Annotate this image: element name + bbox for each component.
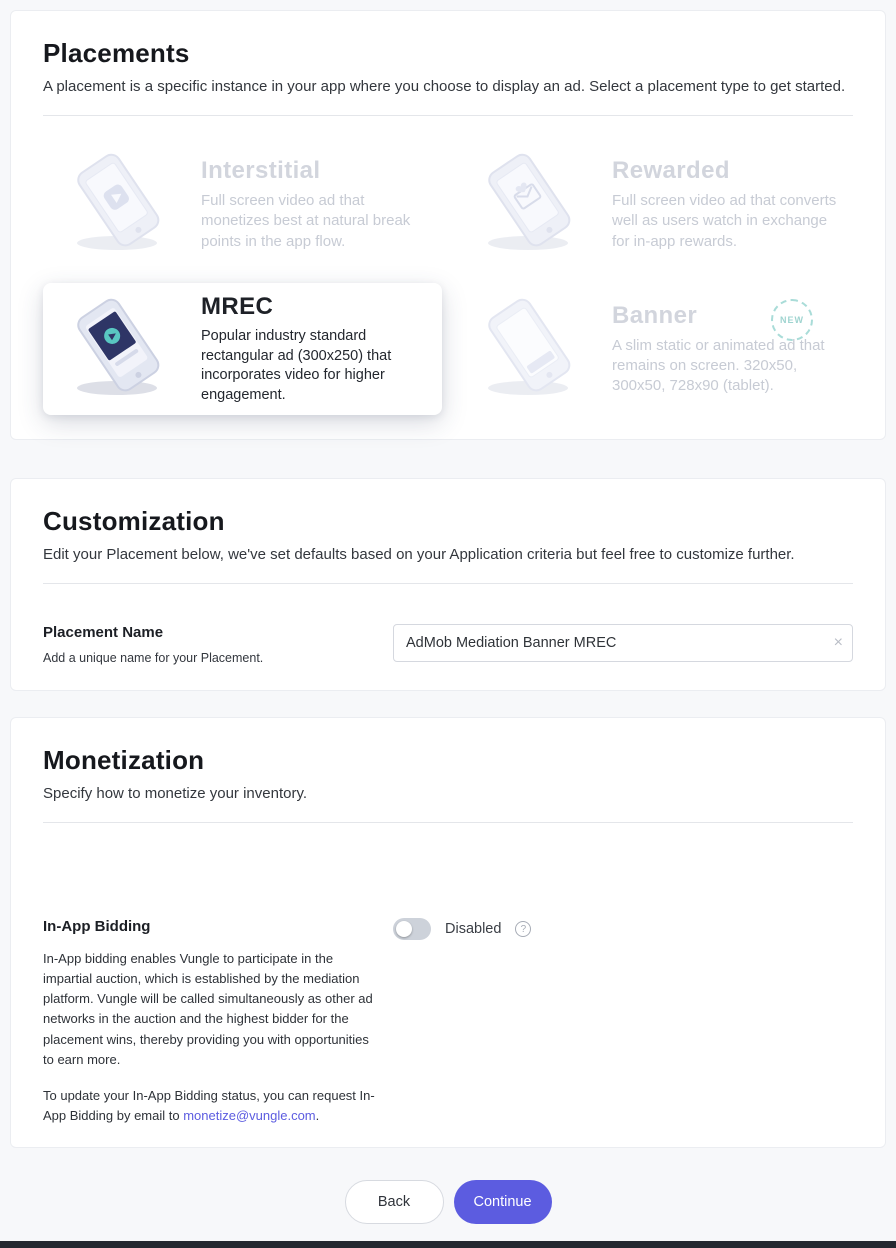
banner-description: A slim static or animated ad that remains on screen. 320x50, 300x50, 728x90 (tablet).: [612, 336, 825, 395]
divider: [43, 822, 853, 823]
in-app-bidding-note-suffix: .: [315, 1107, 320, 1123]
placement-type-interstitial[interactable]: [43, 140, 442, 269]
customization-section: [10, 478, 886, 691]
in-app-bidding-toggle-group: [393, 918, 531, 940]
customization-title: Customization: [43, 506, 225, 536]
divider: [43, 583, 853, 584]
placement-name-input-wrap: [393, 624, 853, 662]
monetization-title: Monetization: [43, 745, 205, 775]
in-app-bidding-note-text: To update your In-App Bidding status, you can request In-App Bidding by email to: [43, 1087, 375, 1123]
in-app-bidding-row: [43, 918, 853, 1126]
clear-input-icon[interactable]: ×: [833, 634, 843, 651]
back-button[interactable]: Back: [345, 1180, 444, 1224]
continue-button[interactable]: Continue: [454, 1180, 552, 1224]
interstitial-title: Interstitial: [201, 157, 321, 185]
toggle-knob: [396, 921, 412, 937]
in-app-bidding-description: In-App bidding enables Vungle to participate in the impartial auction, which is established by the mediation platform. Vungle will be called simultaneously as other ad networks in the auction and the highest bidder for the placement wins, thereby providing you with opportunities to earn more.: [43, 951, 373, 1067]
placement-type-banner[interactable]: [454, 283, 853, 415]
placement-name-input[interactable]: [393, 624, 853, 662]
rewarded-title: Rewarded: [612, 157, 730, 185]
divider: [43, 115, 853, 116]
placement-type-mrec[interactable]: [43, 283, 442, 415]
placements-title: Placements: [43, 38, 190, 68]
in-app-bidding-text-block: [43, 918, 393, 1126]
rewarded-phone-icon: [470, 150, 590, 259]
placement-name-help: Add a unique name for your Placement.: [43, 651, 264, 665]
rewarded-description: Full screen video ad that converts well as users watch in exchange for in-app rewards.: [612, 192, 837, 250]
interstitial-phone-icon: [59, 150, 179, 259]
interstitial-description: Full screen video ad that monetizes best at natural break points in the app flow.: [201, 192, 411, 250]
placement-name-label: Placement Name: [43, 624, 164, 641]
placement-type-grid: [43, 140, 853, 415]
placement-type-rewarded[interactable]: [454, 140, 853, 269]
monetize-email-link[interactable]: monetize@vungle.com: [183, 1107, 316, 1123]
placement-name-label-block: [43, 624, 263, 665]
customization-subtitle: Edit your Placement below, we've set defaults based on your Application criteria but feel free to customize further.: [43, 546, 795, 563]
banner-phone-icon: [470, 295, 590, 404]
mrec-phone-icon: [59, 295, 179, 404]
in-app-bidding-label: In-App Bidding: [43, 918, 151, 935]
mrec-title: MREC: [201, 293, 274, 320]
bottom-strip: [0, 1241, 896, 1248]
new-badge: NEW: [771, 299, 813, 341]
monetization-section: [10, 717, 886, 1148]
footer-actions: [0, 1180, 896, 1224]
mrec-description: Popular industry standard rectangular ad (300x250) that incorporates video for higher engagement.: [201, 328, 392, 403]
placement-name-row: [43, 624, 853, 665]
in-app-bidding-status: Disabled: [445, 921, 502, 937]
banner-title: Banner: [612, 301, 698, 329]
in-app-bidding-toggle[interactable]: [393, 918, 431, 940]
placements-section: [10, 10, 886, 440]
monetization-subtitle: Specify how to monetize your inventory.: [43, 785, 308, 802]
in-app-bidding-note: [43, 1086, 379, 1126]
placements-subtitle: A placement is a specific instance in your app where you choose to display an ad. Select a placement type to get started.: [43, 78, 846, 95]
help-icon[interactable]: ?: [515, 921, 531, 937]
